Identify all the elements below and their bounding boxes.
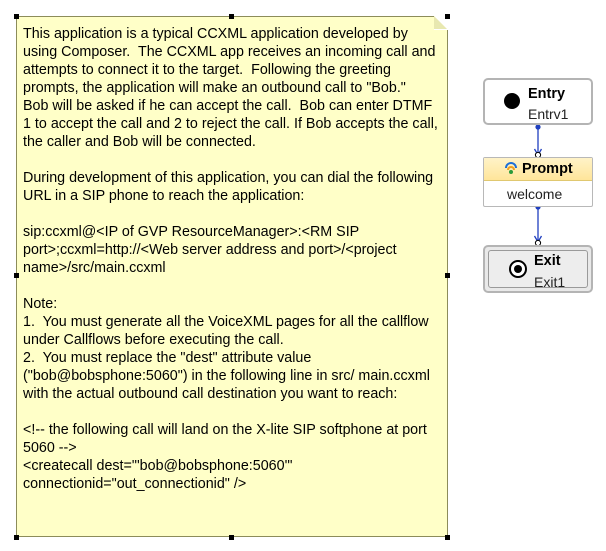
prompt-header [484, 158, 592, 181]
exit-title: Exit [534, 253, 561, 269]
exit-name: Exit1 [534, 274, 566, 290]
exit-block[interactable] [483, 245, 593, 293]
prompt-name: welcome [507, 186, 563, 202]
prompt-title: Prompt [522, 161, 573, 177]
connector-prompt-to-exit [535, 204, 542, 245]
entry-title: Entry [528, 86, 566, 102]
prompt-block[interactable] [483, 157, 593, 207]
end-ring-icon [509, 260, 527, 278]
note-text: This application is a typical CCXML application developed by using Composer. The CCXML app receives an incoming call and attempts to connect it to the target. Following the greeting prompts, the application will make an outbound call to "Bob." Bob will be asked if he can accept the call. Bob can enter DTMF 1 to accept the call and 2 to reject the call. If Bob accepts the call, the caller and Bob will be connected. During development of this application, you can dial the following URL in a SIP phone to reach the application: sip:ccxml@<IP of GVP ResourceManager>:<RM SIP port>;ccxml=http://<Web server address and port>/<project name>/src/main.ccxml Note: 1. You must generate all the VoiceXML pages for all the callflow under Callflows before executing the call. 2. You must replace the "dest" attribute value ("bob@bobsphone:5060") in the following line in src/ main.ccxml with the actual outbound call destination you want to reach: <!-- the following call will land on the X-lite SIP softphone at port 5060 --> <createcall dest="'bob@bobsphone:5060'" connectionid="out_connectionid" /> [23, 26, 438, 492]
start-dot-icon [504, 93, 520, 109]
connector-entry-to-prompt [535, 124, 542, 157]
entry-block[interactable] [483, 78, 593, 125]
speech-prompt-icon [503, 161, 519, 177]
entry-name: Entrv1 [528, 106, 569, 122]
